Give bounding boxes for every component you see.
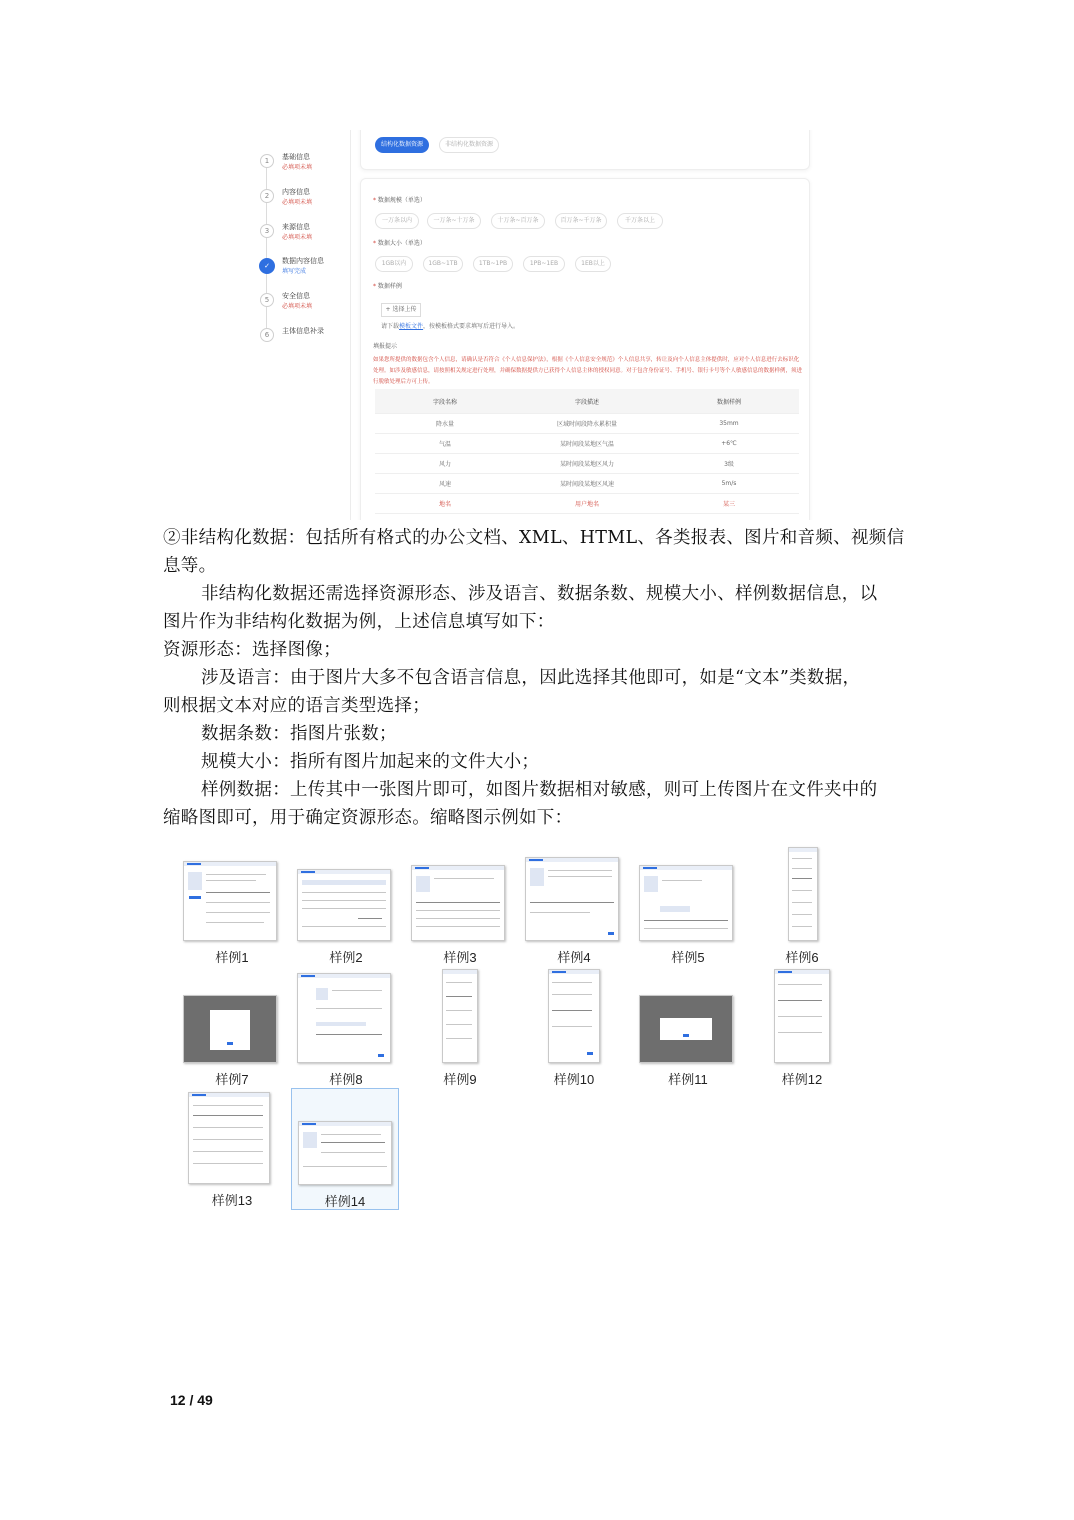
table-cell: 风力 [375, 454, 515, 474]
thumbnail-image [788, 847, 818, 941]
table-cell: 3级 [659, 454, 799, 474]
table-cell: 气温 [375, 434, 515, 454]
table-cell: 某时间段某地区风力 [515, 454, 659, 474]
thumbnail-caption: 样例14 [324, 1194, 366, 1209]
thumbnail-caption: 样例13 [211, 1193, 253, 1208]
paragraph-line: 数据条数：指图片张数； [201, 724, 397, 744]
template-download-link[interactable]: 模板文件 [399, 323, 424, 330]
step-title: 基础信息 [282, 153, 310, 161]
thumbnail-2[interactable] [290, 845, 402, 965]
thumbnail-image [297, 973, 391, 1063]
scale-option[interactable]: 百万条~千万条 [555, 213, 607, 229]
data-content-card [360, 178, 810, 520]
paragraph-line: 图片作为非结构化数据为例，上述信息填写如下： [163, 612, 555, 632]
thumbnail-11[interactable] [632, 967, 744, 1087]
thumbnail-image [639, 995, 733, 1063]
size-option[interactable]: 1GB以内 [375, 256, 413, 272]
step-number: 5 [260, 293, 274, 307]
structured-data-tab[interactable]: 结构化数据资源 [375, 137, 429, 153]
page-number: 12 / 49 [170, 1392, 213, 1408]
thumbnail-image [774, 969, 830, 1063]
table-header: 字段描述 [515, 389, 659, 414]
thumbnail-image [183, 995, 277, 1063]
step-title: 数据内容信息 [282, 257, 324, 265]
step-number: 2 [260, 189, 274, 203]
unstructured-data-tab[interactable]: 非结构化数据资源 [439, 137, 499, 153]
thumbnail-caption: 样例12 [781, 1072, 823, 1087]
thumbnail-4[interactable] [518, 845, 630, 965]
paragraph-line: 资源形态：选择图像； [163, 640, 341, 660]
step-title: 安全信息 [282, 292, 310, 300]
step-1[interactable] [260, 152, 350, 182]
table-cell: 区域时间段降水累积量 [515, 414, 659, 434]
upload-hint: 请下载模板文件，按模板格式要求填写后进行导入。 [381, 323, 520, 330]
thumbnail-image [411, 865, 505, 941]
scale-label: * 数据规模（单选） [373, 197, 426, 204]
data-type-card [360, 130, 810, 170]
thumbnail-8[interactable] [290, 967, 402, 1087]
thumbnail-image [639, 865, 733, 941]
paragraph-line: 息等。 [163, 556, 217, 576]
table-cell: 用户地名 [515, 494, 659, 514]
size-label: * 数据大小（单选） [373, 240, 426, 247]
thumbnail-image [548, 969, 600, 1063]
thumbnail-3[interactable] [404, 845, 516, 965]
thumbnail-caption: 样例10 [553, 1072, 595, 1087]
table-row [375, 454, 799, 474]
notes-text: 如果您所提供的数据包含个人信息，请确认是否符合《个人信息保护法》，根据《个人信息安全规范》个人信息共享，转让及向个人信息主体提供时，应对个人信息进行去标识化处理。如涉及敏感信息，请按照相关规定进行处理，并确保数据提供方已获得个人信息主体的授权同意。对于包含身份证号、手机号、银行卡号等个人敏感信息的数据样例，须进行脱敏处理后方可上传。 [373, 357, 803, 385]
step-sidebar [160, 130, 351, 520]
step-status: 必填项未填 [282, 303, 313, 310]
thumbnail-13[interactable] [176, 1088, 288, 1208]
thumbnail-6[interactable] [746, 845, 858, 965]
table-row [375, 414, 799, 434]
sample-table [375, 389, 799, 514]
thumbnail-image [188, 1092, 270, 1184]
size-option[interactable]: 1PB~1EB [523, 256, 565, 272]
check-icon: ✓ [259, 258, 275, 274]
size-option[interactable]: 1GB~1TB [423, 256, 463, 272]
thumbnail-5[interactable] [632, 845, 744, 965]
notes-title: 填报提示 [373, 343, 398, 350]
step-title: 来源信息 [282, 223, 310, 231]
table-row [375, 474, 799, 494]
table-cell: 某时间段某地区气温 [515, 434, 659, 454]
thumbnail-9[interactable] [404, 967, 516, 1087]
thumbnail-caption: 样例6 [785, 950, 819, 965]
table-row [375, 434, 799, 454]
paragraph-line: 规模大小：指所有图片加起来的文件大小； [201, 752, 540, 772]
thumbnail-image [183, 861, 277, 941]
table-cell: 某三 [659, 494, 799, 514]
table-row [375, 494, 799, 514]
step-number: 1 [260, 154, 274, 168]
step-title: 内容信息 [282, 188, 310, 196]
thumbnail-caption: 样例2 [329, 950, 363, 965]
paragraph-line: 缩略图即可，用于确定资源形态。缩略图示例如下： [163, 808, 573, 828]
thumbnail-image [298, 1121, 392, 1185]
scale-option[interactable]: 千万条以上 [617, 213, 663, 229]
thumbnail-caption: 样例5 [671, 950, 705, 965]
form-screenshot-figure [160, 130, 910, 520]
step-4-active[interactable] [260, 256, 350, 286]
thumbnail-10[interactable] [518, 967, 630, 1087]
thumbnail-caption: 样例9 [443, 1072, 477, 1087]
thumbnail-image [442, 969, 478, 1063]
thumbnail-caption: 样例4 [557, 950, 591, 965]
thumbnail-14[interactable] [291, 1088, 399, 1210]
step-status: 必填项未填 [282, 164, 313, 171]
scale-option[interactable]: 一万条以内 [375, 213, 419, 229]
step-status: 必填项未填 [282, 234, 313, 241]
thumbnail-image [297, 869, 391, 941]
table-header: 数据样例 [659, 389, 799, 414]
sample-label: * 数据样例 [373, 283, 402, 290]
thumbnail-12[interactable] [746, 967, 858, 1087]
size-option[interactable]: 1EB以上 [575, 256, 611, 272]
step-3[interactable] [260, 222, 350, 252]
upload-button[interactable]: + 选择上传 [381, 303, 421, 317]
table-cell: 5m/s [659, 474, 799, 494]
table-cell: +6℃ [659, 434, 799, 454]
table-cell: 35mm [659, 414, 799, 434]
table-cell: 降水量 [375, 414, 515, 434]
scale-option[interactable]: 十万条~百万条 [491, 213, 545, 229]
table-cell: 风速 [375, 474, 515, 494]
step-status: 填写完成 [282, 268, 307, 275]
step-title: 主体信息补录 [282, 327, 324, 335]
step-number: 3 [260, 224, 274, 238]
step-number: 6 [260, 328, 274, 342]
step-status: 必填项未填 [282, 199, 313, 206]
thumbnail-caption: 样例7 [215, 1072, 249, 1087]
size-option[interactable]: 1TB~1PB [473, 256, 513, 272]
thumbnail-7[interactable] [176, 967, 288, 1087]
paragraph-line: 样例数据：上传其中一张图片即可，如图片数据相对敏感，则可上传图片在文件夹中的 [201, 780, 878, 800]
thumbnail-1[interactable] [176, 845, 288, 965]
step-2[interactable] [260, 187, 350, 217]
paragraph-line: 则根据文本对应的语言类型选择； [163, 696, 430, 716]
thumbnail-caption: 样例3 [443, 950, 477, 965]
scale-option[interactable]: 一万条~十万条 [427, 213, 481, 229]
paragraph-line: 涉及语言：由于图片大多不包含语言信息，因此选择其他即可，如是“文本”类数据， [201, 668, 861, 688]
thumbnail-caption: 样例8 [329, 1072, 363, 1087]
table-header: 字段名称 [375, 389, 515, 414]
thumbnail-caption: 样例11 [668, 1072, 708, 1087]
step-5[interactable] [260, 291, 350, 321]
thumbnail-caption: 样例1 [215, 950, 249, 965]
thumbnail-image [525, 857, 619, 941]
paragraph-line: 非结构化数据还需选择资源形态、涉及语言、数据条数、规模大小、样例数据信息，以 [201, 584, 878, 604]
paragraph-line: ②非结构化数据：包括所有格式的办公文档、XML、HTML、各类报表、图片和音频、视频信 [163, 528, 905, 548]
table-cell: 地名 [375, 494, 515, 514]
table-cell: 某时间段某地区风速 [515, 474, 659, 494]
step-6[interactable] [260, 326, 350, 356]
